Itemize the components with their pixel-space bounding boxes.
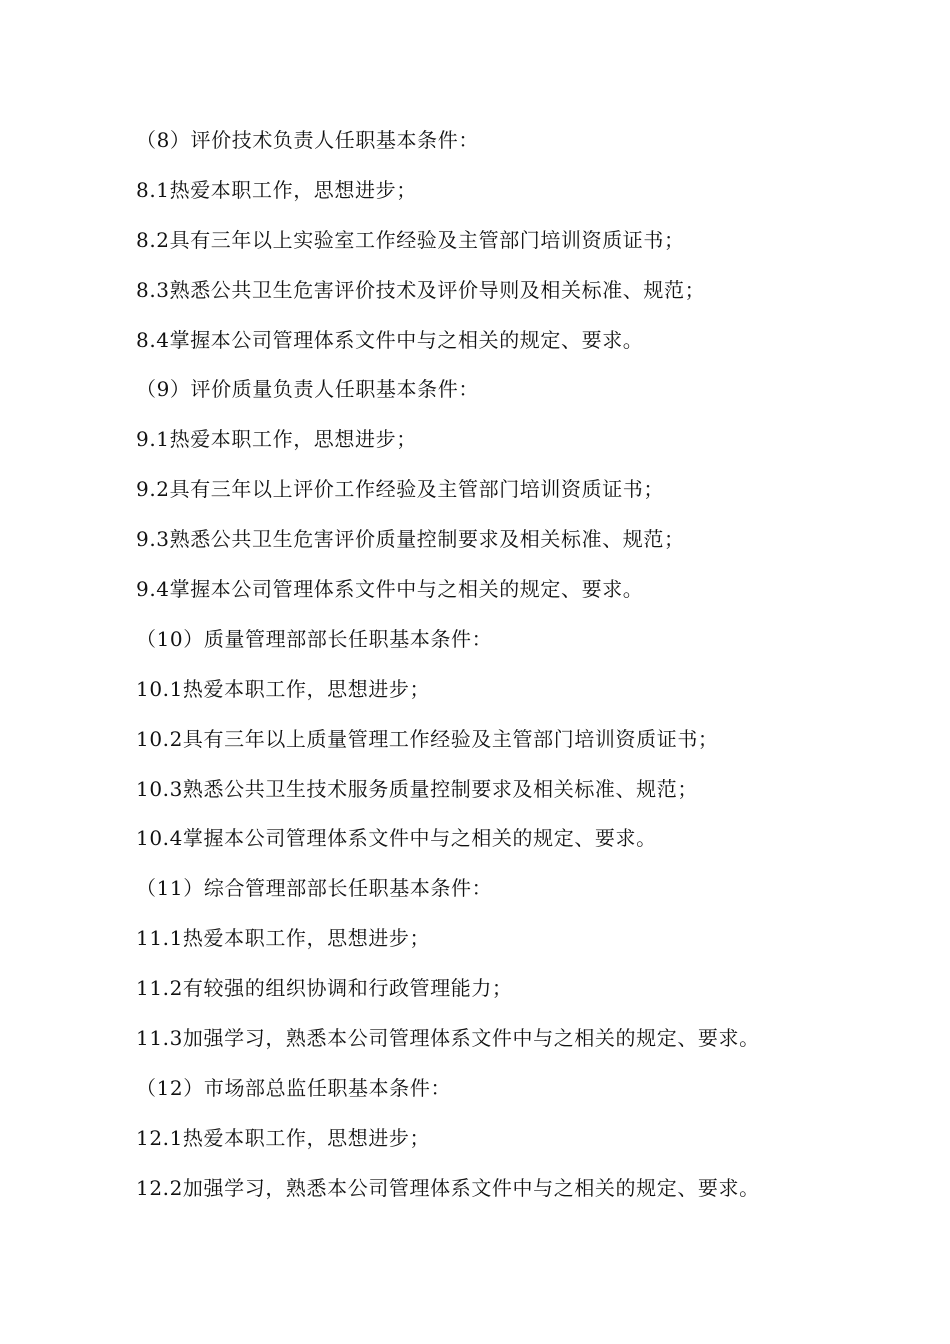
- list-item: 9.3熟悉公共卫生危害评价质量控制要求及相关标准、规范；: [136, 527, 685, 552]
- list-item: 10.1热爱本职工作，思想进步；: [136, 676, 431, 701]
- list-item: 11.3加强学习，熟悉本公司管理体系文件中与之相关的规定、要求。: [136, 1026, 760, 1051]
- list-item: 9.1热爱本职工作，思想进步；: [136, 427, 417, 452]
- list-item: 11.2有较强的组织协调和行政管理能力；: [136, 976, 513, 1001]
- list-item: 10.4掌握本公司管理体系文件中与之相关的规定、要求。: [136, 826, 657, 851]
- section-heading-12: （12）市场部总监任职基本条件：: [136, 1075, 452, 1100]
- section-heading-9: （9）评价质量负责人任职基本条件：: [136, 377, 479, 402]
- list-item: 9.4掌握本公司管理体系文件中与之相关的规定、要求。: [136, 577, 644, 602]
- section-heading-11: （11）综合管理部部长任职基本条件：: [136, 876, 493, 901]
- list-item: 8.2具有三年以上实验室工作经验及主管部门培训资质证书；: [136, 227, 685, 252]
- list-item: 8.3熟悉公共卫生危害评价技术及评价导则及相关标准、规范；: [136, 277, 706, 302]
- list-item: 11.1热爱本职工作，思想进步；: [136, 926, 431, 951]
- list-item: 8.1热爱本职工作，思想进步；: [136, 177, 417, 202]
- list-item: 10.2具有三年以上质量管理工作经验及主管部门培训资质证书；: [136, 726, 719, 751]
- section-heading-8: （8）评价技术负责人任职基本条件：: [136, 128, 479, 152]
- list-item: 10.3熟悉公共卫生技术服务质量控制要求及相关标准、规范；: [136, 776, 698, 801]
- list-item: 12.1热爱本职工作，思想进步；: [136, 1125, 431, 1150]
- section-heading-10: （10）质量管理部部长任职基本条件：: [136, 626, 493, 651]
- list-item: 8.4掌握本公司管理体系文件中与之相关的规定、要求。: [136, 327, 644, 352]
- list-item: 9.2具有三年以上评价工作经验及主管部门培训资质证书；: [136, 477, 665, 502]
- list-item: 12.2加强学习，熟悉本公司管理体系文件中与之相关的规定、要求。: [136, 1175, 760, 1200]
- requirements-list: [136, 122, 896, 1220]
